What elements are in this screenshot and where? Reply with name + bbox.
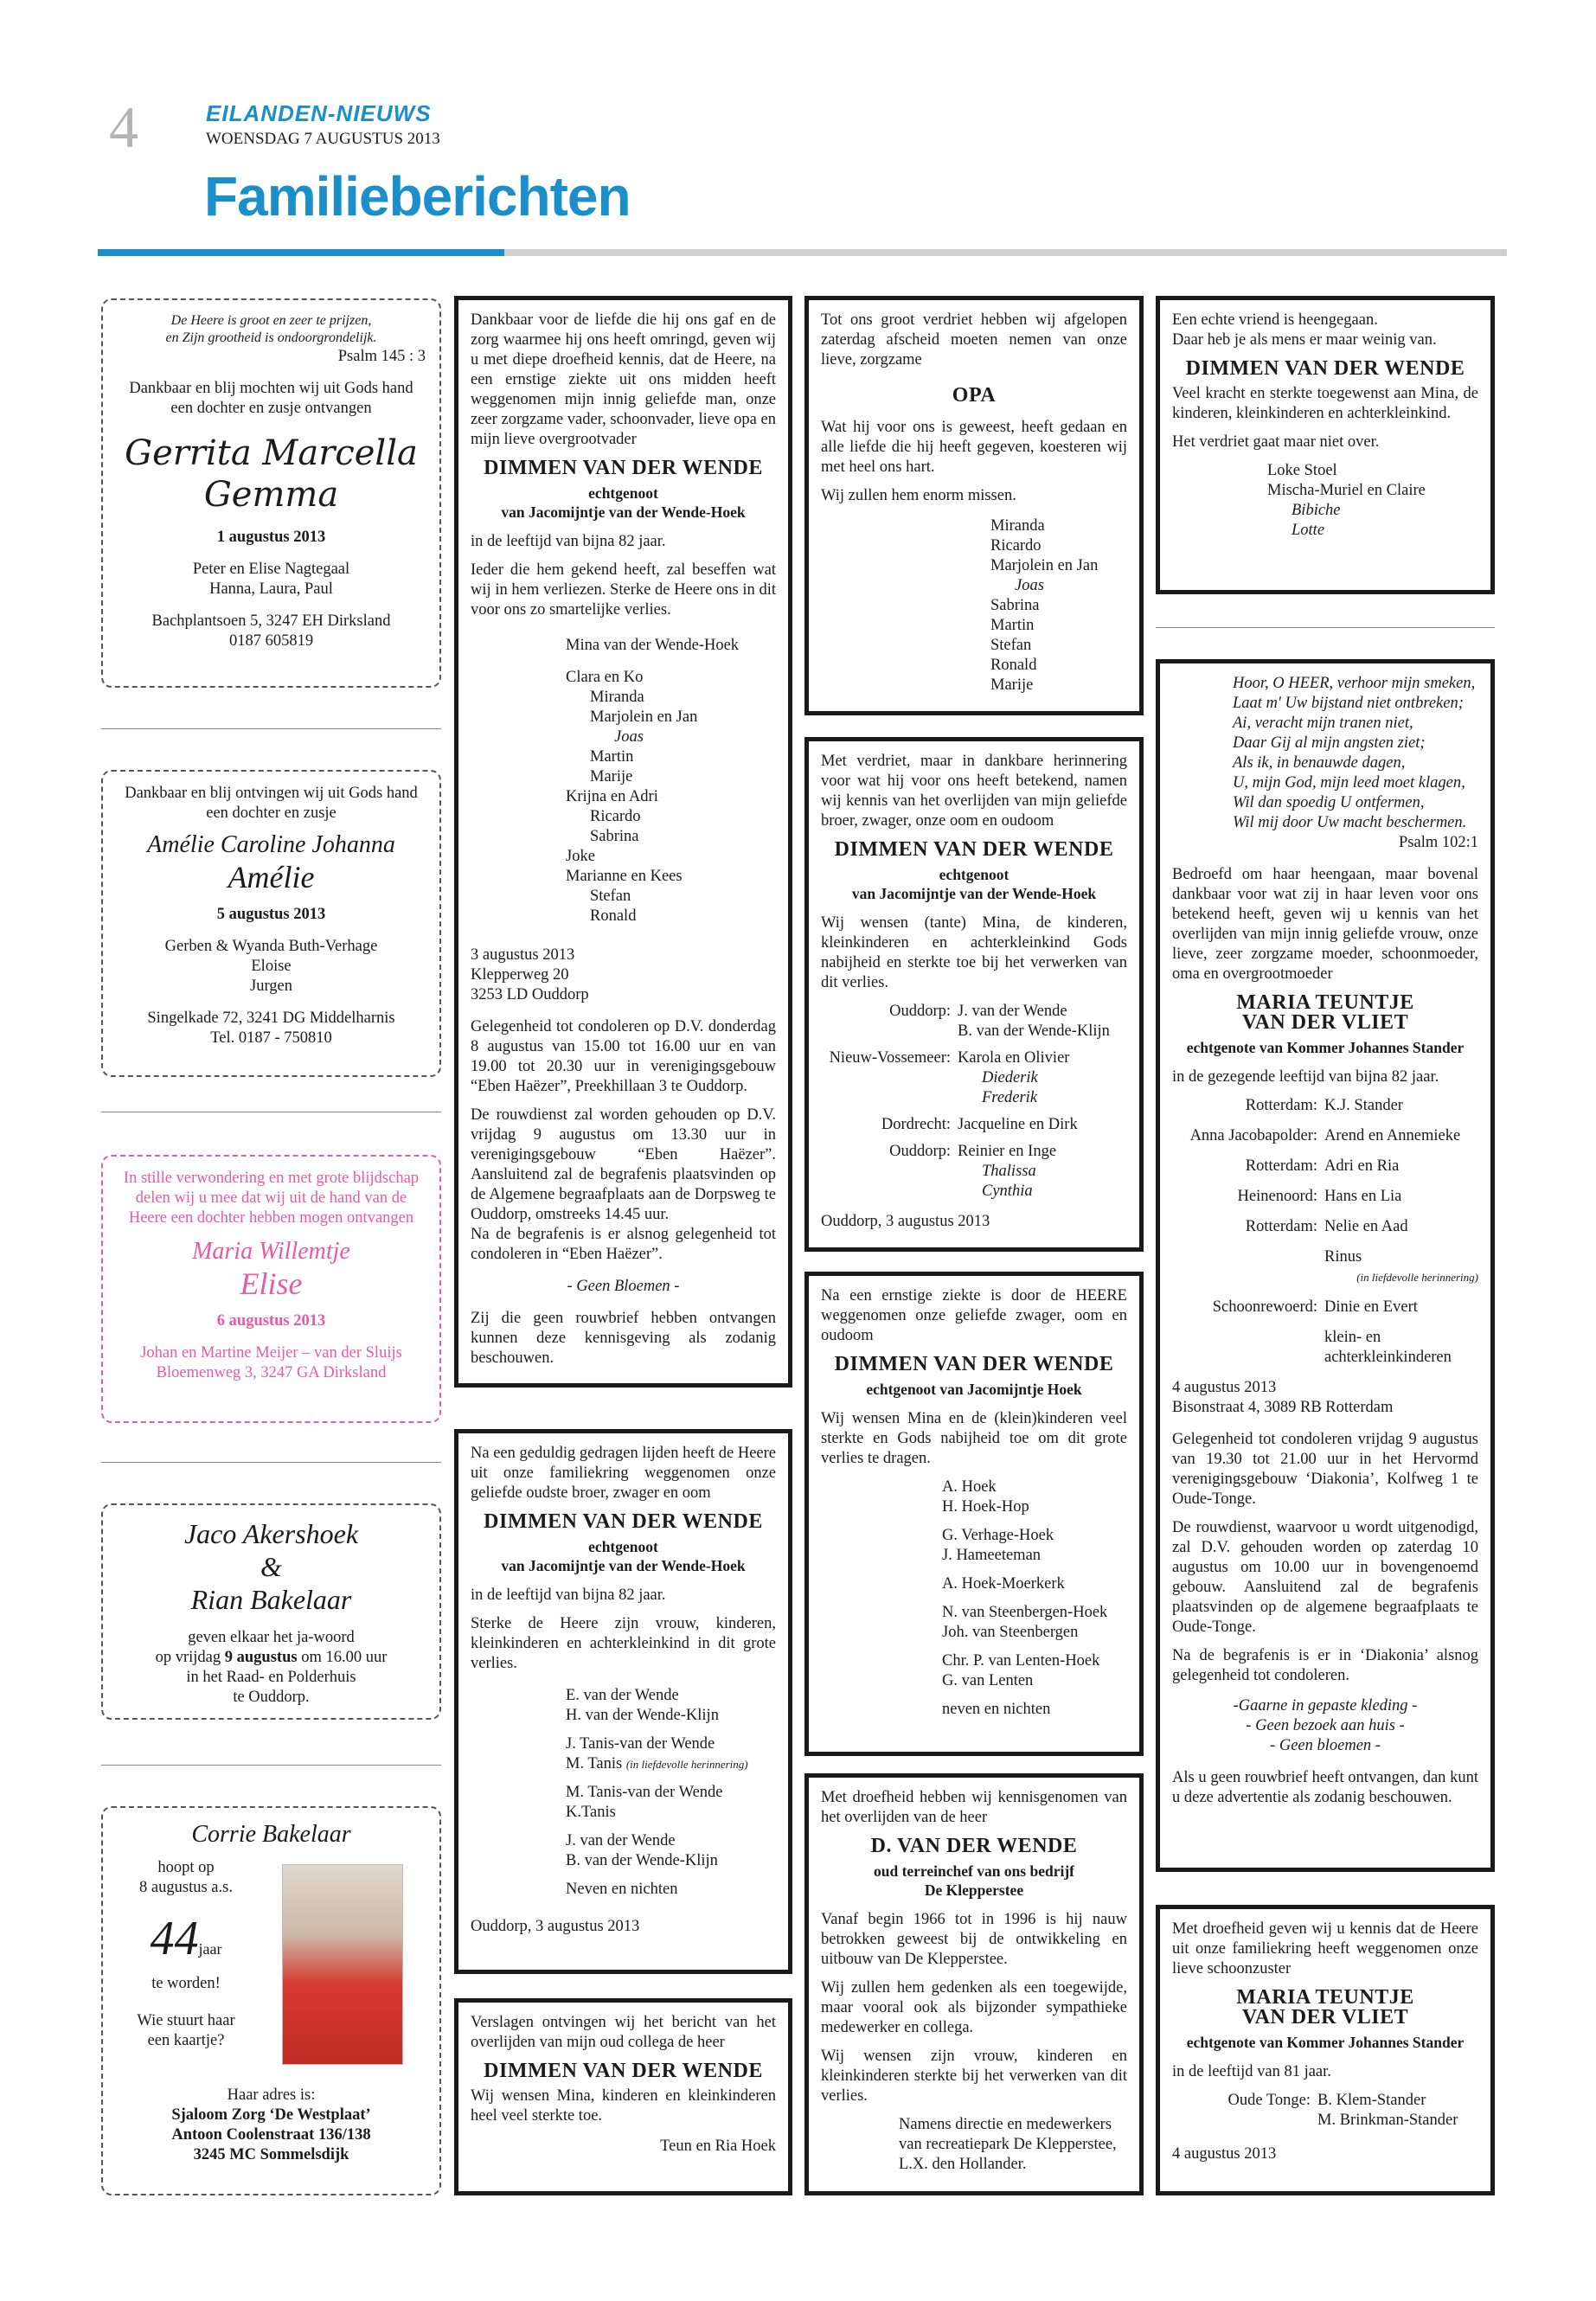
body-text: Wij zullen hem enorm missen. [821, 487, 1016, 504]
signature: van recreatiepark De Klepperstee, [899, 2136, 1117, 2153]
birth-date: 5 augustus 2013 [216, 906, 326, 923]
intro-text: Bedroefd om haar heengaan, maar bovenal dankbaar voor wat zij in haar leven voor ons betekend heeft, geven wij u kennis van het overlijden van mijn innig geliefde vrouw, onze lieve, zeer zorgzame moeder, schoonmoeder, oma en overgrootmoeder [1172, 866, 1478, 983]
obituary-maria [1156, 659, 1495, 1872]
family-member: Hans en Lia [1324, 1188, 1402, 1205]
place-label: Nieuw-Vossemeer: [829, 1049, 951, 1067]
verse-line: Daar Gij al mijn angsten ziet; [1233, 734, 1426, 752]
intro-text: Tot ons groot verdriet hebben wij afgelopen zaterdag afscheid moeten nemen van onze lieve, zorgzame [821, 311, 1127, 369]
intro-text: Na een ernstige ziekte is door de HEERE weggenomen onze geliefde zwager, oom en oudoom [821, 1287, 1127, 1344]
section-title: Familieberichten [204, 165, 631, 228]
intro-text: In stille verwondering en met grote blijdschap delen wij u mee dat wij uit de hand van de Heere een dochter hebben mogen ontvangen [123, 1170, 420, 1227]
family-member: H. van der Wende-Klijn [566, 1707, 719, 1724]
subtitle: echtgenoot [939, 866, 1010, 883]
place-label: Schoonrewoerd: [1212, 1298, 1317, 1316]
deceased-name: DIMMEN VAN DER WENDE [484, 457, 763, 479]
obituary-company [804, 1773, 1144, 2195]
memorial-note: (in liefdevolle herinnering) [625, 1758, 748, 1771]
page-number: 4 [109, 94, 138, 160]
after-text: Na de begrafenis is er alsnog gelegenheid tot condoleren in “Eben Haëzer”. [471, 1226, 776, 1263]
child-calling-name: Amélie [228, 860, 315, 894]
address-heading: Haar adres is: [227, 2086, 316, 2104]
intro-text: Dankbaar en blij mochten wij uit Gods hand een dochter en zusje ontvangen [129, 380, 413, 417]
date: 4 augustus 2013 [1172, 2145, 1277, 2163]
family-member: Joas [1015, 577, 1044, 594]
divider [101, 1765, 441, 1766]
text-line: Wie stuurt haar [137, 2012, 235, 2029]
family-member: J. van der Wende [566, 1832, 676, 1849]
family-member: Arend en Annemieke [1324, 1127, 1461, 1144]
newspaper-logo: EILANDEN-NIEUWS [206, 100, 432, 126]
family-member: Martin [990, 617, 1035, 634]
intro-text: Dankbaar en blij ontvingen wij uit Gods hand een dochter en zusje [125, 785, 418, 822]
address: Klepperweg 20 [471, 966, 569, 984]
place-label: Rotterdam: [1245, 1097, 1317, 1114]
flowers-note: - Geen Bloemen - [567, 1278, 680, 1295]
family-member: Jacqueline en Dirk [958, 1116, 1078, 1133]
obituary-in-laws [804, 1272, 1144, 1756]
family-member: Frederik [982, 1089, 1038, 1106]
family-member: Joas [614, 728, 644, 746]
family-member: Stefan [990, 637, 1032, 654]
signature: Bibiche [1292, 502, 1341, 519]
family-member: E. van der Wende [566, 1687, 679, 1704]
family-member: Neven en nichten [566, 1881, 678, 1898]
intro-text: Met verdriet, maar in dankbare herinnering voor wat hij voor ons heeft betekend, namen wij kennis van het overlijden van mijn geliefde broer, zwager, onze oom en oudoom [821, 753, 1127, 830]
age-number: 44 [150, 1912, 199, 1965]
family-member: Joke [566, 848, 595, 865]
accent-rule [98, 249, 504, 256]
service-text: De rouwdienst zal worden gehouden op D.V. vrijdag 9 augustus om 13.30 uur in verenigingsgebouw “Eben Haëzer”. Aansluitend zal de begrafenis plaatsvinden op de Algemene begraafplaats aan de Dorpsweg te Ouddorp, omstreeks 14.45 uur. [471, 1106, 776, 1223]
body-text: Ieder die hem gekend heeft, zal beseffen wat wij in hem verliezen. Sterke de Heere ons in dit voor ons zo smartelijke verlies. [471, 561, 776, 619]
family-member: Mina van der Wende-Hoek [566, 637, 740, 654]
text-line: hoopt op [157, 1859, 215, 1876]
body-text: Sterke de Heere zijn vrouw, kinderen, kleinkinderen en achterkleinkind in dit grote verlies. [471, 1615, 776, 1672]
subtitle: echtgenote van Kommer Johannes Stander [1186, 1039, 1465, 1056]
child-name: Gerrita Marcella [125, 433, 418, 473]
place-label: Oude Tonge: [1227, 2092, 1311, 2109]
signature: Mischa-Muriel en Claire [1267, 482, 1426, 499]
place-label: Rotterdam: [1245, 1218, 1317, 1235]
parents: Johan en Martine Meijer – van der Sluijs [140, 1344, 402, 1362]
family-member: K.Tanis [566, 1804, 616, 1821]
family-member: A. Hoek-Moerkerk [942, 1575, 1065, 1593]
address-line: Antoon Coolenstraat 136/138 [171, 2126, 371, 2144]
verse-line: Hoor, O HEER, verhoor mijn smeken, [1233, 675, 1476, 692]
deceased-name: DIMMEN VAN DER WENDE [834, 838, 1114, 861]
subtitle: oud terreinchef van ons bedrijf [873, 1862, 1075, 1880]
intro-text: Een echte vriend is heengegaan. [1172, 311, 1378, 329]
intro-text: Daar heb je als mens er maar weinig van. [1172, 331, 1437, 349]
signature: Loke Stoel [1267, 462, 1337, 479]
signature: L.X. den Hollander. [899, 2156, 1027, 2173]
date: Ouddorp, 3 augustus 2013 [471, 1918, 640, 1935]
family-member: Marije [990, 676, 1034, 694]
obituary-siblings [454, 1429, 792, 1974]
date: Ouddorp, 3 augustus 2013 [821, 1213, 990, 1230]
subtitle: van Jacomijntje van der Wende-Hoek [851, 885, 1097, 902]
family-member: J. Hameeteman [942, 1547, 1042, 1564]
address: Bloemenweg 3, 3247 GA Dirksland [156, 1364, 387, 1381]
deceased-name: VAN DER VLIET [1241, 2006, 1409, 2029]
place-label: Ouddorp: [889, 1003, 951, 1020]
verse-line: Wil dan spoedig U ontfermen, [1233, 794, 1425, 811]
condolence-text: Gelegenheid tot condoleren op D.V. donderdag 8 augustus van 15.00 tot 16.00 uur en van 19.00 tot 20.30 uur in verenigingsgebouw “Eben Haëzer”, Preekhillaan 3 te Ouddorp. [471, 1018, 776, 1095]
family-member: Marije [590, 768, 633, 785]
body-text: Wij wensen Mina en de (klein)kinderen veel sterkte en Gods nabijheid toe om dit grote verlies te dragen. [821, 1410, 1127, 1467]
deceased-name: D. VAN DER WENDE [870, 1835, 1078, 1857]
wedding-date: op vrijdag 9 augustus om 16.00 uur [155, 1649, 388, 1666]
subtitle: van Jacomijntje van der Wende-Hoek [501, 1557, 746, 1574]
family-member: Ricardo [990, 537, 1042, 554]
body-text: Wij wensen Mina, kinderen en kleinkinderen heel veel sterkte toe. [471, 2087, 776, 2125]
family-member: Marianne en Kees [566, 868, 683, 885]
family-member: M. Tanis-van der Wende [566, 1784, 723, 1801]
family-member: Nelie en Aad [1324, 1218, 1408, 1235]
obituary-colleague [454, 1998, 792, 2195]
place-label: Dordrecht: [881, 1116, 951, 1133]
deceased-name: VAN DER VLIET [1241, 1011, 1409, 1034]
wish-note: - Geen bloemen - [1270, 1737, 1381, 1754]
wedding-place: in het Raad- en Polderhuis [186, 1669, 356, 1686]
child-calling-name: Elise [240, 1266, 303, 1301]
wedding-text: geven elkaar het ja-woord [188, 1629, 355, 1646]
intro-text: Met droefheid geven wij u kennis dat de Heere uit onze familiekring heeft weggenomen onze lieve schoonzuster [1172, 1920, 1478, 1977]
family-member: klein- en achterkleinkinderen [1324, 1329, 1452, 1366]
body-text: Wat hij voor ons is geweest, heeft gedaan en alle liefde die hij heeft gegeven, koesteren wij met heel ons hart. [821, 419, 1127, 476]
family-member: Miranda [990, 517, 1045, 535]
family-member: G. van Lenten [942, 1672, 1034, 1689]
birth-date: 6 augustus 2013 [216, 1312, 326, 1330]
verse-ref: Psalm 145 : 3 [337, 348, 426, 365]
subtitle: echtgenote van Kommer Johannes Stander [1186, 2034, 1465, 2051]
birth-ad-amelie [101, 770, 441, 1077]
family-member: A. Hoek [942, 1478, 997, 1496]
family-member: Adri en Ria [1324, 1157, 1400, 1175]
verse-line: en Zijn grootheid is ondoorgrondelijk. [165, 330, 377, 345]
subtitle: De Klepperstee [924, 1881, 1024, 1899]
verse-line: Wil mij door Uw macht beschermen. [1233, 814, 1467, 831]
family-member: Miranda [590, 689, 644, 706]
divider [101, 728, 441, 729]
verse-line: U, mijn God, mijn leed moet klagen, [1233, 774, 1465, 792]
bride-name: Rian Bakelaar [190, 1584, 352, 1615]
issue-date: WOENSDAG 7 AUGUSTUS 2013 [206, 130, 440, 148]
family-member: K.J. Stander [1324, 1097, 1403, 1114]
condolence-text: Gelegenheid tot condoleren vrijdag 9 augustus van 19.30 tot 21.00 uur in het Hervormd verenigingsgebouw ‘Diakonia’, Kolfweg 1 te Oude-Tonge. [1172, 1431, 1478, 1508]
birth-ad-gerrita [101, 298, 441, 688]
intro-text: Met droefheid hebben wij kennisgenomen van het overlijden van de heer [821, 1789, 1127, 1826]
obituary-sibling-family [804, 737, 1144, 1252]
address-line: Sjaloom Zorg ‘De Westplaat’ [171, 2106, 371, 2124]
obituary-grandchildren [804, 296, 1144, 715]
family-member: Reinier en Inge [958, 1143, 1057, 1160]
phone: Tel. 0187 - 750810 [210, 1029, 332, 1047]
sibling: Jurgen [250, 977, 292, 995]
intro-text: Dankbaar voor de liefde die hij ons gaf en de zorg waarmee hij ons heeft omringd, geven wij u met diepe droefheid kennis, dat de Heere, na een ernstige ziekte uit ons midden heeft weggenomen mijn innig geliefde man, onze zeer zorgzame vader, schoonvader, lieve opa en mijn lieve overgrootvader [471, 311, 776, 448]
family-member: H. Hoek-Hop [942, 1498, 1029, 1516]
date: 4 augustus 2013 [1172, 1379, 1277, 1396]
deceased-name: DIMMEN VAN DER WENDE [1185, 357, 1465, 380]
signature: Namens directie en medewerkers [899, 2116, 1112, 2133]
date: 3 augustus 2013 [471, 946, 575, 964]
place-label: Heinenoord: [1237, 1188, 1317, 1205]
birth-ad-elise [101, 1155, 441, 1423]
address-line: 3245 MC Sommelsdijk [193, 2146, 349, 2163]
family-member: B. van der Wende-Klijn [958, 1022, 1110, 1040]
family-member: Diederik [982, 1069, 1038, 1086]
verse-line: Ai, veracht mijn tranen niet, [1233, 715, 1413, 732]
family-member: J. van der Wende [958, 1003, 1067, 1020]
body-text: Het verdriet gaat maar niet over. [1172, 433, 1380, 451]
subtitle: echtgenoot [588, 484, 658, 502]
text-line: 8 augustus a.s. [139, 1879, 233, 1896]
parents: Gerben & Wyanda Buth-Verhage [164, 938, 378, 955]
subtitle: echtgenoot van Jacomijntje Hoek [866, 1381, 1082, 1398]
deceased-name: MARIA TEUNTJE [1236, 1986, 1414, 2009]
family-member: Krijna en Adri [566, 788, 658, 805]
family-member: Thalissa [982, 1163, 1036, 1180]
child-calling-name: Gemma [203, 475, 339, 515]
portrait-photo [282, 1864, 403, 2065]
divider [1156, 627, 1495, 628]
child-name: Amélie Caroline Johanna [147, 831, 395, 858]
verse-line: Als ik, in benauwde dagen, [1233, 754, 1406, 772]
subtitle: van Jacomijntje van der Wende-Hoek [501, 503, 746, 521]
wedding-ad [101, 1503, 441, 1720]
family-member: N. van Steenbergen-Hoek [942, 1604, 1108, 1621]
intro-text: Na een geduldig gedragen lijden heeft de Heere uit onze familiekring weggenomen onze geliefde oudste broer, zwager en oom [471, 1445, 776, 1502]
wish-note: -Gaarne in gepaste kleding - [1233, 1697, 1418, 1715]
child-name: Maria Willemtje [192, 1238, 350, 1265]
verse-line: Laat m' Uw bijstand niet ontbreken; [1233, 695, 1464, 712]
family-member: Karola en Olivier [958, 1049, 1070, 1067]
body-text: Wij wensen zijn vrouw, kinderen en kleinkinderen sterkte bij het verwerken van dit verlies. [821, 2048, 1127, 2105]
family-member: Dinie en Evert [1324, 1298, 1418, 1316]
intro-text: Verslagen ontvingen wij het bericht van het overlijden van mijn oud collega de heer [471, 2014, 776, 2051]
family-member: Rinus [1324, 1248, 1362, 1266]
family-member: B. van der Wende-Klijn [566, 1852, 718, 1869]
verse-ref: Psalm 102:1 [1399, 834, 1478, 851]
family-member: Sabrina [590, 828, 639, 845]
family-member: Ronald [990, 657, 1037, 674]
parents: Peter en Elise Nagtegaal [192, 561, 350, 578]
family-member: Ricardo [590, 808, 641, 825]
text-line: te worden! [151, 1975, 221, 1992]
family-member: B. Klem-Stander [1317, 2092, 1426, 2109]
deceased-name: OPA [952, 384, 997, 407]
address: Bisonstraat 4, 3089 RB Rotterdam [1172, 1399, 1394, 1416]
signature: Teun en Ria Hoek [660, 2138, 776, 2155]
subtitle: echtgenoot [588, 1538, 658, 1555]
age-text: in de gezegende leeftijd van bijna 82 jaar. [1172, 1068, 1439, 1086]
family-member: Marjolein en Jan [590, 708, 698, 726]
family-member: Joh. van Steenbergen [942, 1624, 1079, 1641]
after-text: Na de begrafenis is er in ‘Diakonia’ alsnog gelegenheid tot condoleren. [1172, 1647, 1478, 1684]
deceased-name: DIMMEN VAN DER WENDE [484, 2060, 763, 2082]
family-member: Marjolein en Jan [990, 557, 1099, 574]
verse-line: De Heere is groot en zeer te prijzen, [170, 313, 372, 328]
address: Bachplantsoen 5, 3247 EH Dirksland [151, 612, 391, 630]
signature: Lotte [1292, 522, 1325, 539]
address: 3253 LD Ouddorp [471, 986, 589, 1003]
body-text: Wij zullen hem gedenken als een toegewijde, maar vooral ook als bijzonder sympathieke medewerker en collega. [821, 1979, 1127, 2036]
family-member: Sabrina [990, 597, 1040, 614]
memorial-note: (in liefdevolle herinnering) [1356, 1271, 1478, 1284]
deceased-name: DIMMEN VAN DER WENDE [834, 1353, 1114, 1375]
body-text: Veel kracht en sterkte toegewenst aan Mina, de kinderen, kleinkinderen en achterkleinkind. [1172, 385, 1478, 422]
sibling: Eloise [251, 958, 292, 975]
groom-name: Jaco Akershoek [183, 1518, 359, 1549]
body-text: Wij wensen (tante) Mina, de kinderen, kleinkinderen en achterkleinkind Gods nabijheid en sterkte toe bij het verwerken van dit verlies. [821, 914, 1127, 991]
birth-date: 1 augustus 2013 [216, 529, 326, 546]
divider [101, 1462, 441, 1463]
obituary-maria-family [1156, 1905, 1495, 2195]
family-member: Clara en Ko [566, 669, 644, 686]
family-member: J. Tanis-van der Wende [566, 1735, 715, 1753]
place-label: Anna Jacobapolder: [1189, 1127, 1317, 1144]
text-line: een kaartje? [147, 2032, 225, 2049]
deceased-name: DIMMEN VAN DER WENDE [484, 1510, 763, 1533]
deceased-name: MARIA TEUNTJE [1236, 991, 1414, 1014]
card-note: Zij die geen rouwbrief hebben ontvangen kunnen deze kennisgeving als zodanig beschouwen. [471, 1310, 776, 1367]
family-member: Chr. P. van Lenten-Hoek [942, 1652, 1100, 1670]
family-member: Stefan [590, 888, 631, 905]
family-member: Cynthia [982, 1183, 1033, 1200]
service-text: De rouwdienst, waarvoor u wordt uitgenodigd, zal D.V. gehouden worden op zaterdag 10 augustus om 10.00 uur in bovengenoemd gebouw. Aansluitend zal de begrafenis plaatsvinden op de algemene begraafplaats te Oude-Tonge. [1172, 1519, 1478, 1636]
card-note: Als u geen rouwbrief heeft ontvangen, dan kunt u deze advertentie als zodanig beschouwen. [1172, 1769, 1478, 1806]
family-member: M. Brinkman-Stander [1317, 2112, 1458, 2129]
family-member: Ronald [590, 907, 637, 925]
body-text: Vanaf begin 1966 tot in 1996 is hij nauw betrokken geweest bij de ontwikkeling en uitbouw van De Klepperstee. [821, 1911, 1127, 1968]
obituary-friend [1156, 296, 1495, 594]
ampersand: & [260, 1551, 282, 1582]
family-member: G. Verhage-Hoek [942, 1527, 1054, 1544]
address: Singelkade 72, 3241 DG Middelharnis [147, 1009, 395, 1027]
wish-note: - Geen bezoek aan huis - [1246, 1717, 1405, 1734]
age-text: in de leeftijd van 81 jaar. [1172, 2063, 1331, 2080]
obituary-family [454, 296, 792, 1388]
age-unit: jaar [198, 1940, 222, 1958]
family-member: neven en nichten [942, 1701, 1051, 1718]
siblings: Hanna, Laura, Paul [209, 580, 333, 598]
person-name: Corrie Bakelaar [191, 1821, 351, 1848]
phone: 0187 605819 [228, 632, 314, 650]
age-text: in de leeftijd van bijna 82 jaar. [471, 1586, 666, 1604]
family-member: M. Tanis [566, 1755, 623, 1772]
wedding-town: te Ouddorp. [233, 1689, 310, 1706]
place-label: Ouddorp: [889, 1143, 951, 1160]
grey-rule [504, 249, 1507, 256]
age-text: in de leeftijd van bijna 82 jaar. [471, 533, 666, 550]
place-label: Rotterdam: [1245, 1157, 1317, 1175]
family-member: Martin [590, 748, 634, 766]
